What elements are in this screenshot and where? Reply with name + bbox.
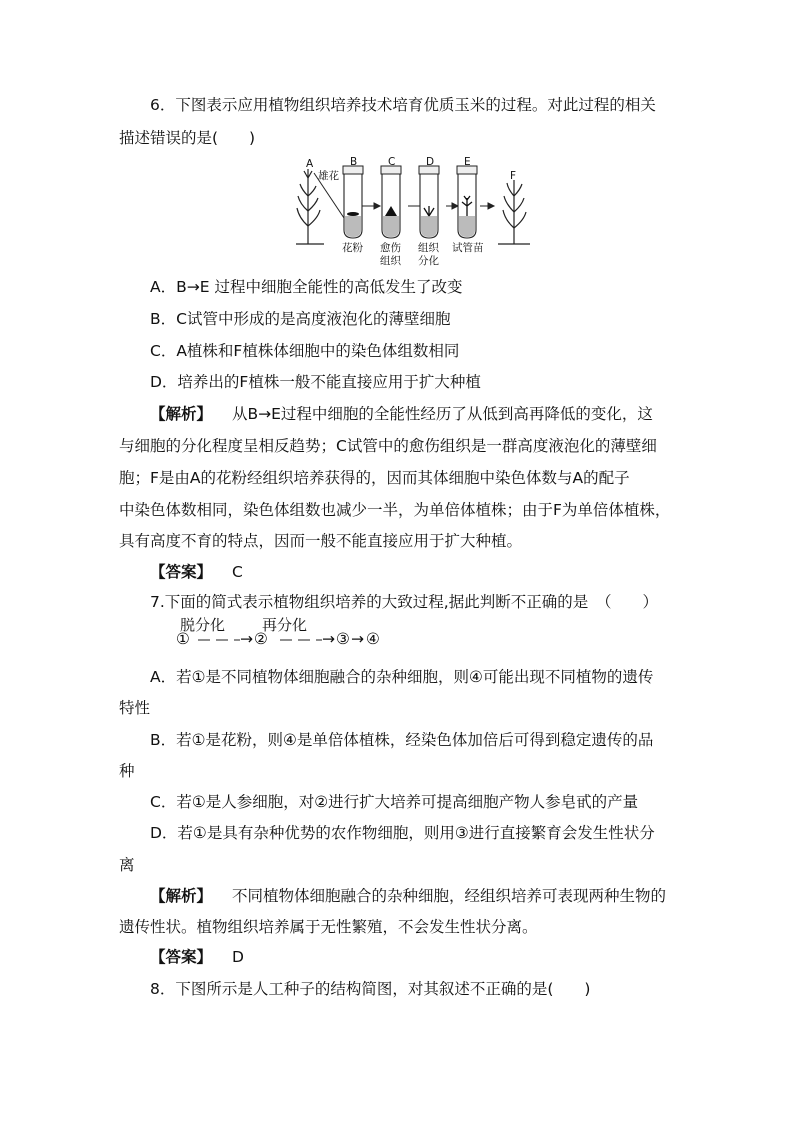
label-pollen: 花粉	[342, 242, 363, 254]
scheme-label-dedifferentiation: 脱分化	[180, 616, 226, 634]
q7-analysis-text-1: 不同植物体细胞融合的杂种细胞，经组织培养可表现两种生物的	[232, 887, 667, 905]
tissue-culture-figure	[296, 156, 532, 268]
q6-stem-line-2: 描述错误的是( )	[119, 129, 256, 147]
q7-option-a-line-1: A．若①是不同植物体细胞融合的杂种细胞，则④可能出现不同植物的遗传	[150, 668, 654, 686]
scheme-node-2: ②	[254, 630, 268, 648]
q6-option-c: C．A植株和F植株体细胞中的染色体组数相同	[150, 342, 460, 360]
q6-analysis-text-1: 从B→E过程中细胞的全能性经历了从低到高再降低的变化，这	[232, 405, 653, 423]
q8-stem-line-1: 8．下图所示是人工种子的结构简图，对其叙述不正确的是( )	[150, 980, 591, 998]
label-tissue-2: 分化	[418, 255, 439, 267]
q6-option-a: A．B→E 过程中细胞全能性的高低发生了改变	[150, 278, 463, 296]
q6-analysis-line-5: 具有高度不育的特点，因而一般不能直接应用于扩大种植。	[119, 532, 523, 550]
q6-analysis-line-4: 中染色体数相同，染色体组数也减少一半，为单倍体植株；由于F为单倍体植株，	[119, 501, 671, 519]
q6-option-d: D．培养出的F植株一般不能直接应用于扩大种植	[150, 373, 481, 391]
q6-analysis-tag: 【解析】	[150, 405, 213, 423]
scheme-node-3: ③	[336, 630, 350, 648]
test-tubes	[344, 170, 476, 238]
q7-option-d-line-2: 离	[119, 856, 135, 874]
q7-answer-value: D	[232, 948, 244, 966]
label-callus-2: 组织	[380, 255, 401, 267]
q6-answer-value: C	[232, 563, 243, 581]
label-c: C	[388, 156, 396, 168]
scheme-label-redifferentiation: 再分化	[262, 616, 308, 634]
q7-option-d-line-1: D．若①是具有杂种优势的农作物细胞，则用③进行直接繁育会发生性状分	[150, 824, 655, 842]
label-f: F	[510, 170, 517, 182]
q7-answer-tag: 【答案】	[150, 948, 213, 966]
scheme-arrow-2: →	[322, 630, 335, 648]
q7-option-b-line-1: B．若①是花粉，则④是单倍体植株，经染色体加倍后可得到稳定遗传的品	[150, 731, 654, 749]
medium-fill	[345, 216, 475, 237]
q7-answer-line	[150, 946, 244, 968]
label-e: E	[464, 156, 471, 168]
q7-option-b-line-2: 种	[119, 762, 135, 780]
label-a: A	[306, 158, 314, 170]
tube-caps	[343, 166, 477, 174]
scheme-node-1: ①	[176, 630, 190, 648]
q7-process-scheme	[176, 618, 396, 654]
q6-answer-tag: 【答案】	[150, 563, 213, 581]
q7-analysis-line-2: 遗传性状。植物组织培养属于无性繁殖，不会发生性状分离。	[119, 918, 538, 936]
q6-analysis-line-3: 胞；F是由A的花粉经组织培养获得的，因而其体细胞中染色体数与A的配子	[119, 469, 630, 487]
q6-analysis-line-2: 与细胞的分化程度呈相反趋势；C试管中的愈伤组织是一群高度液泡化的薄壁细	[119, 437, 657, 455]
q7-analysis-line-1	[150, 885, 666, 907]
label-male-flower: 雄花	[318, 170, 339, 182]
q7-option-a-line-2: 特性	[119, 699, 151, 717]
label-callus-1: 愈伤	[380, 242, 401, 254]
label-d: D	[426, 156, 435, 168]
q6-option-b: B．C试管中形成的是高度液泡化的薄壁细胞	[150, 310, 451, 328]
scheme-node-4: ④	[366, 630, 380, 648]
q7-analysis-tag: 【解析】	[150, 887, 213, 905]
scheme-arrow-3: →	[351, 630, 364, 648]
q7-stem-line-1: 7.下面的简式表示植物组织培养的大致过程,据此判断不正确的是 （ ）	[150, 593, 658, 611]
label-b: B	[350, 156, 358, 168]
scheme-arrow-1: →	[240, 630, 253, 648]
q6-analysis-line-1	[150, 403, 653, 425]
q6-stem-line-1: 6．下图表示应用植物组织培养技术培育优质玉米的过程。对此过程的相关	[150, 96, 656, 114]
q7-option-c: C．若①是人参细胞，对②进行扩大培养可提高细胞产物人参皂甙的产量	[150, 793, 639, 811]
label-tissue-1: 组织	[418, 242, 439, 254]
corn-plant-f	[498, 180, 530, 244]
q6-answer-line	[150, 561, 243, 583]
label-plantlet: 试管苗	[452, 242, 484, 254]
